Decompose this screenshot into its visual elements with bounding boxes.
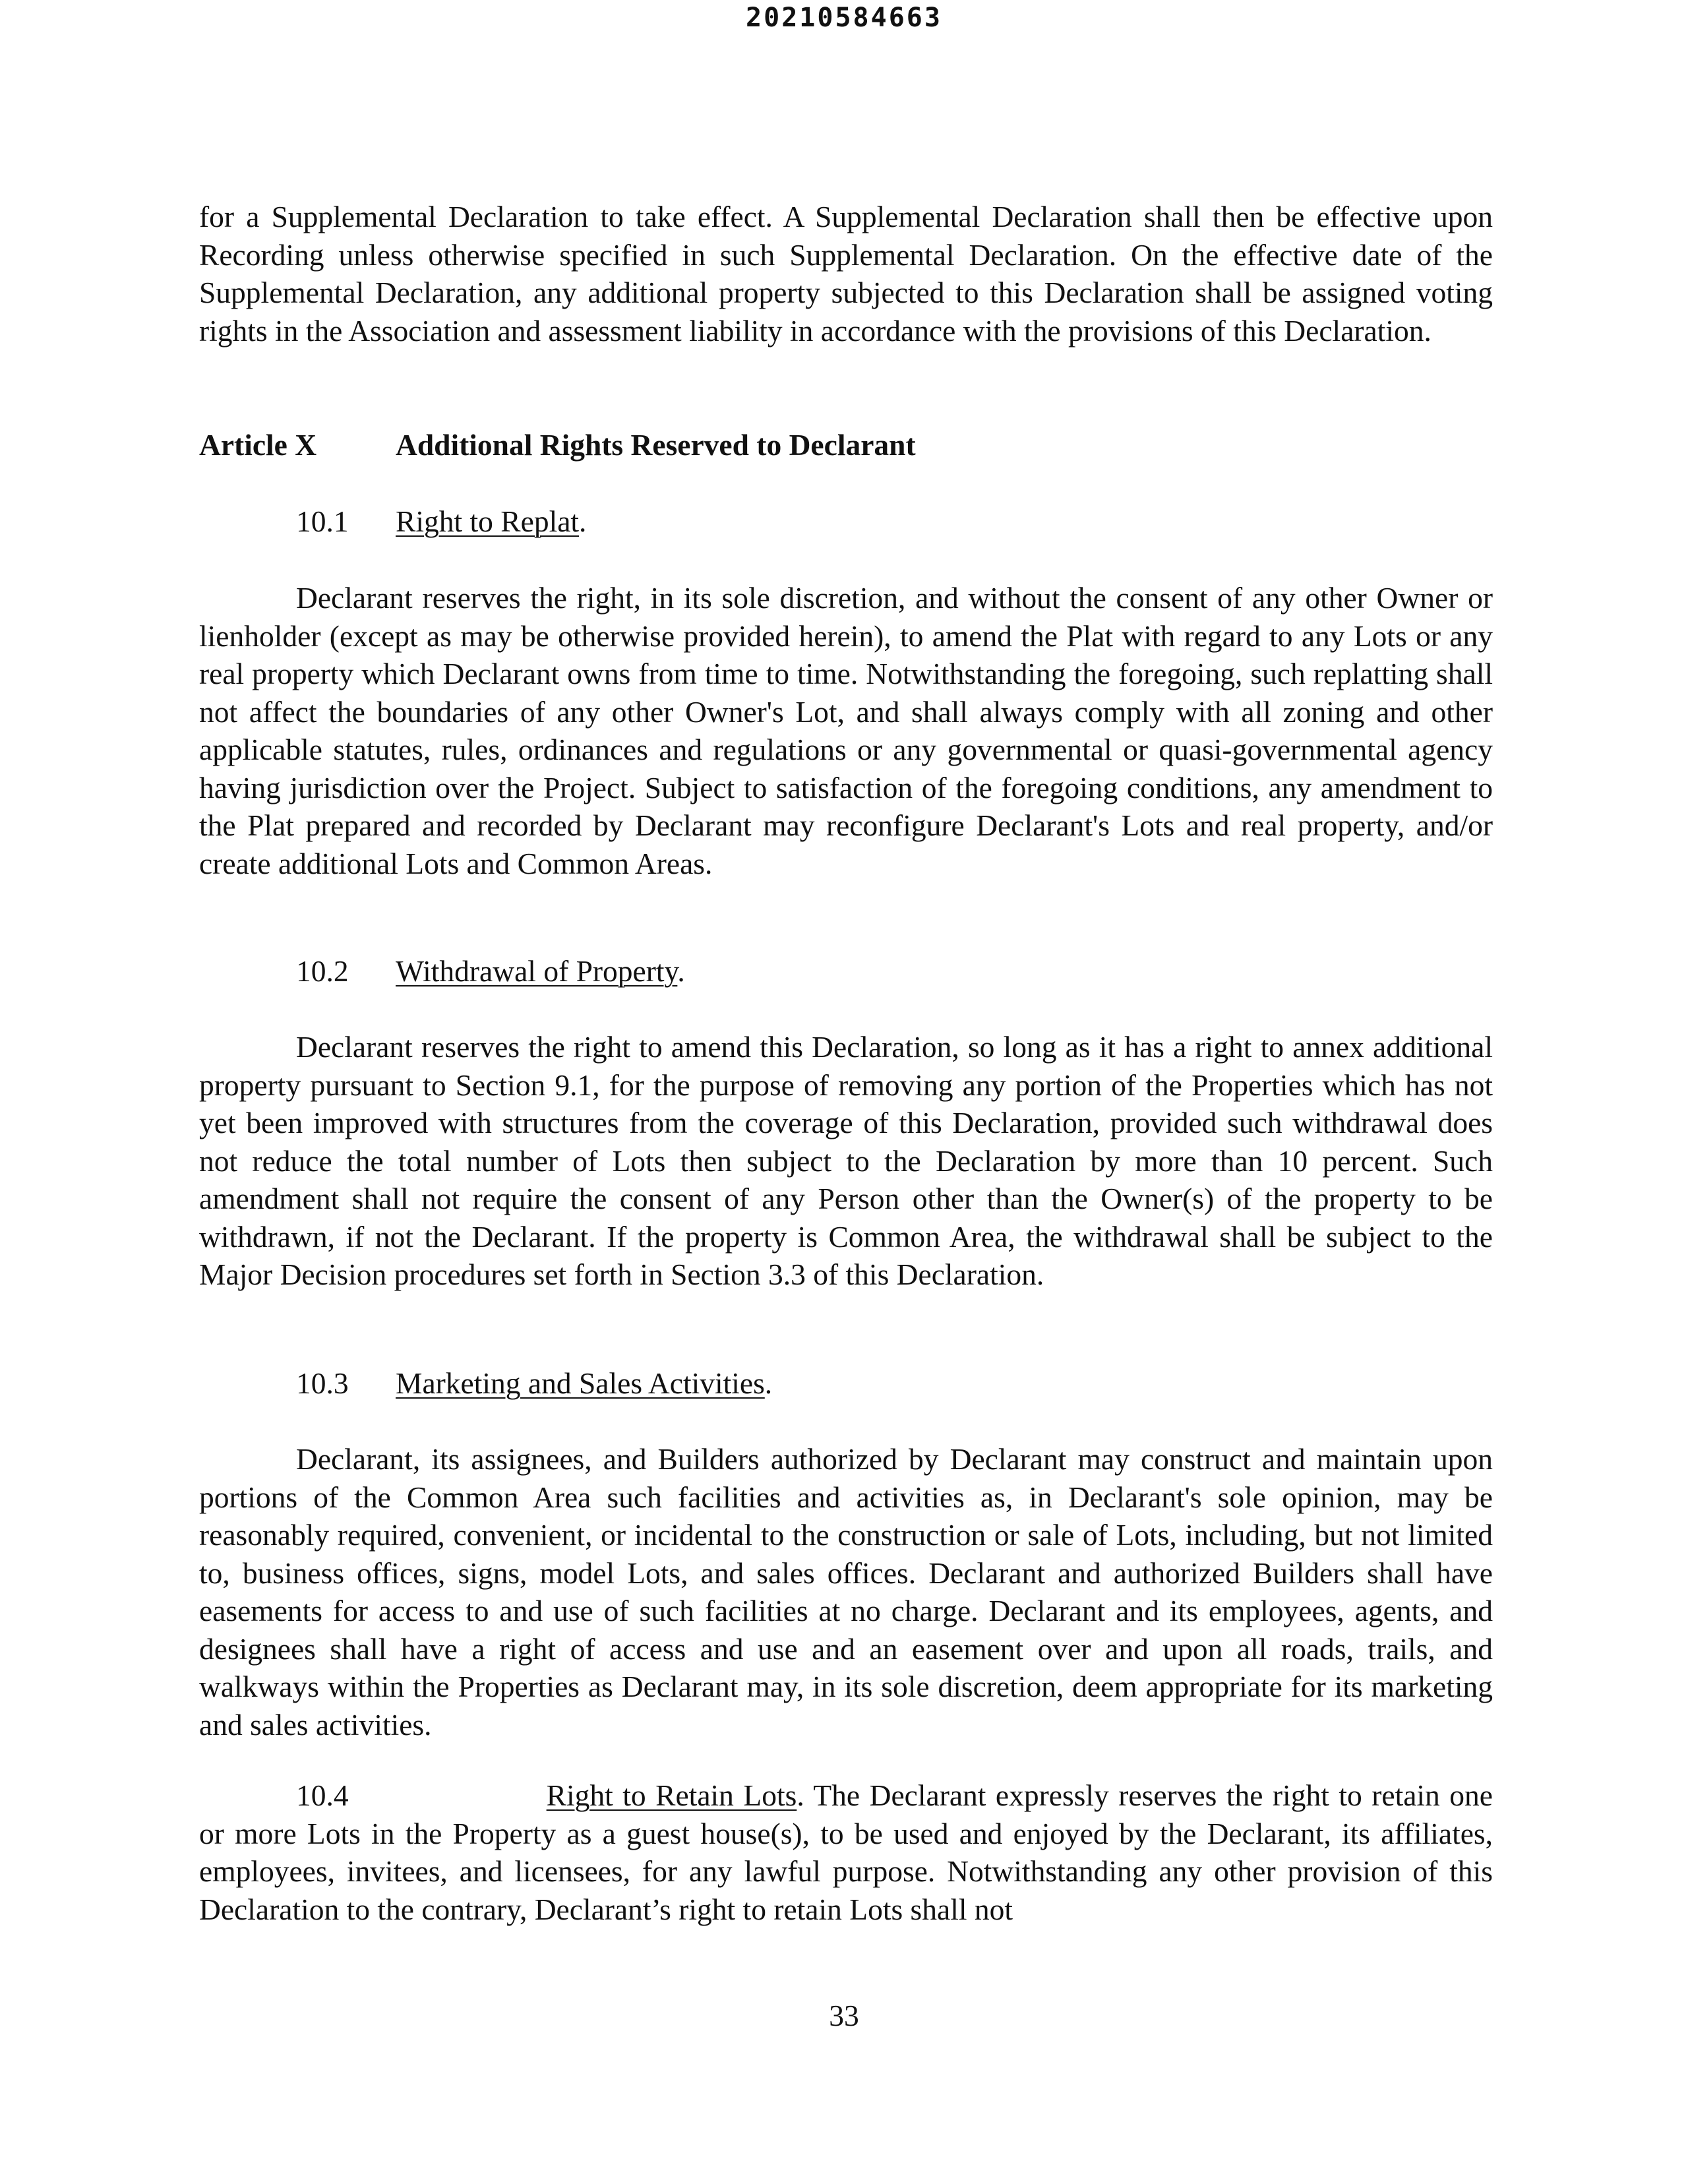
section-title: Withdrawal of Property [396,954,678,988]
document-number: 20210584663 [746,3,942,33]
section-body-10-1: Declarant reserves the right, in its sole discretion, and without the consent of any other Owner or lienholder (except as may be otherwise provided herein), to amend the Plat with regard to any Lots or any real property which Declarant owns from time to time. Notwithstanding the foregoing, such replatting shall not affect the boundaries of any other Owner's Lot, and shall always comply with all zoning and other applicable statutes, rules, ordinances and regulations or any governmental or quasi-governmental agency having jurisdiction over the Project. Subject to satisfaction of the foregoing conditions, any amendment to the Plat prepared and recorded by Declarant may reconfigure Declarant's Lots and real property, and/or create additional Lots and Common Areas. [199,581,1493,880]
section-body-10-3: Declarant, its assignees, and Builders authorized by Declarant may construct and maintain upon portions of the Common Area such facilities and activities as, in Declarant's sole opinion, may be reasonably required, convenient, or incidental to the construction or sale of Lots, including, but not limited to, business offices, signs, model Lots, and sales offices. Declarant and authorized Builders shall have easements for access to and use of such facilities at no charge. Declarant and its employees, agents, and designees shall have a right of access and use and an easement over and upon all roads, trails, and walkways within the Properties as Declarant may, in its sole discretion, deem appropriate for its marketing and sales activities. [199,1442,1493,1742]
section-body-block-10-2 [199,1028,1493,1294]
section-body-10-2: Declarant reserves the right to amend this Declaration, so long as it has a right to annex additional property pursuant to Section 9.1, for the purpose of removing any portion of the Properties which has not yet been improved with structures from the coverage of this Declaration, provided such withdrawal does not reduce the total number of Lots then subject to the Declaration by more than 10 percent. Such amendment shall not require the consent of any Person other than the Owner(s) of the property to be withdrawn, if not the Declarant. If the property is Common Area, the withdrawal shall be subject to the Major Decision procedures set forth in Section 3.3 of this Declaration. [199,1030,1493,1291]
section-number: 10.3 [296,1366,349,1400]
section-body-10-4 [199,1776,1493,1928]
section-title: Marketing and Sales Activities [396,1366,765,1400]
section-body-text: The Declarant expressly reserves the right to retain one or more Lots in the Property as a guest house(s), to be used and enjoyed by the Declarant, its affiliates, employees, invitees, and licensees, for any lawful purpose. Notwithstanding any other provision of this Declaration to the contrary, Declarant’s right to retain Lots shall not [199,1778,1493,1926]
section-title-punct: . [677,954,685,988]
section-number: 10.4 [296,1778,349,1812]
intro-paragraph-block [199,198,1493,349]
section-number: 10.1 [296,504,349,538]
section-body-block-10-3 [199,1440,1493,1744]
section-title: Right to Retain Lots [546,1778,797,1812]
section-heading-10-3 [296,1364,772,1403]
section-title-punct: . [764,1366,773,1400]
article-number: Article X [199,428,317,462]
page-number: 33 [829,1999,859,2032]
section-number: 10.2 [296,954,349,988]
article-heading [199,426,916,464]
section-title: Right to Replat [396,504,580,538]
section-title-punct: . [579,504,587,538]
section-heading-10-2 [296,952,685,990]
section-title-punct: . [797,1778,804,1812]
article-title: Additional Rights Reserved to Declarant [396,428,916,462]
section-heading-10-1 [296,502,586,541]
section-body-block-10-1 [199,579,1493,882]
intro-paragraph: for a Supplemental Declaration to take effect. A Supplemental Declaration shall then be effective upon Recording unless otherwise specified in such Supplemental Declaration. On the effective date of the Supplemental Declaration, any additional property subjected to this Declaration shall be assigned voting rights in the Association and assessment liability in accordance with the provisions of this Declaration. [199,200,1493,348]
section-block-10-4 [199,1776,1493,1928]
